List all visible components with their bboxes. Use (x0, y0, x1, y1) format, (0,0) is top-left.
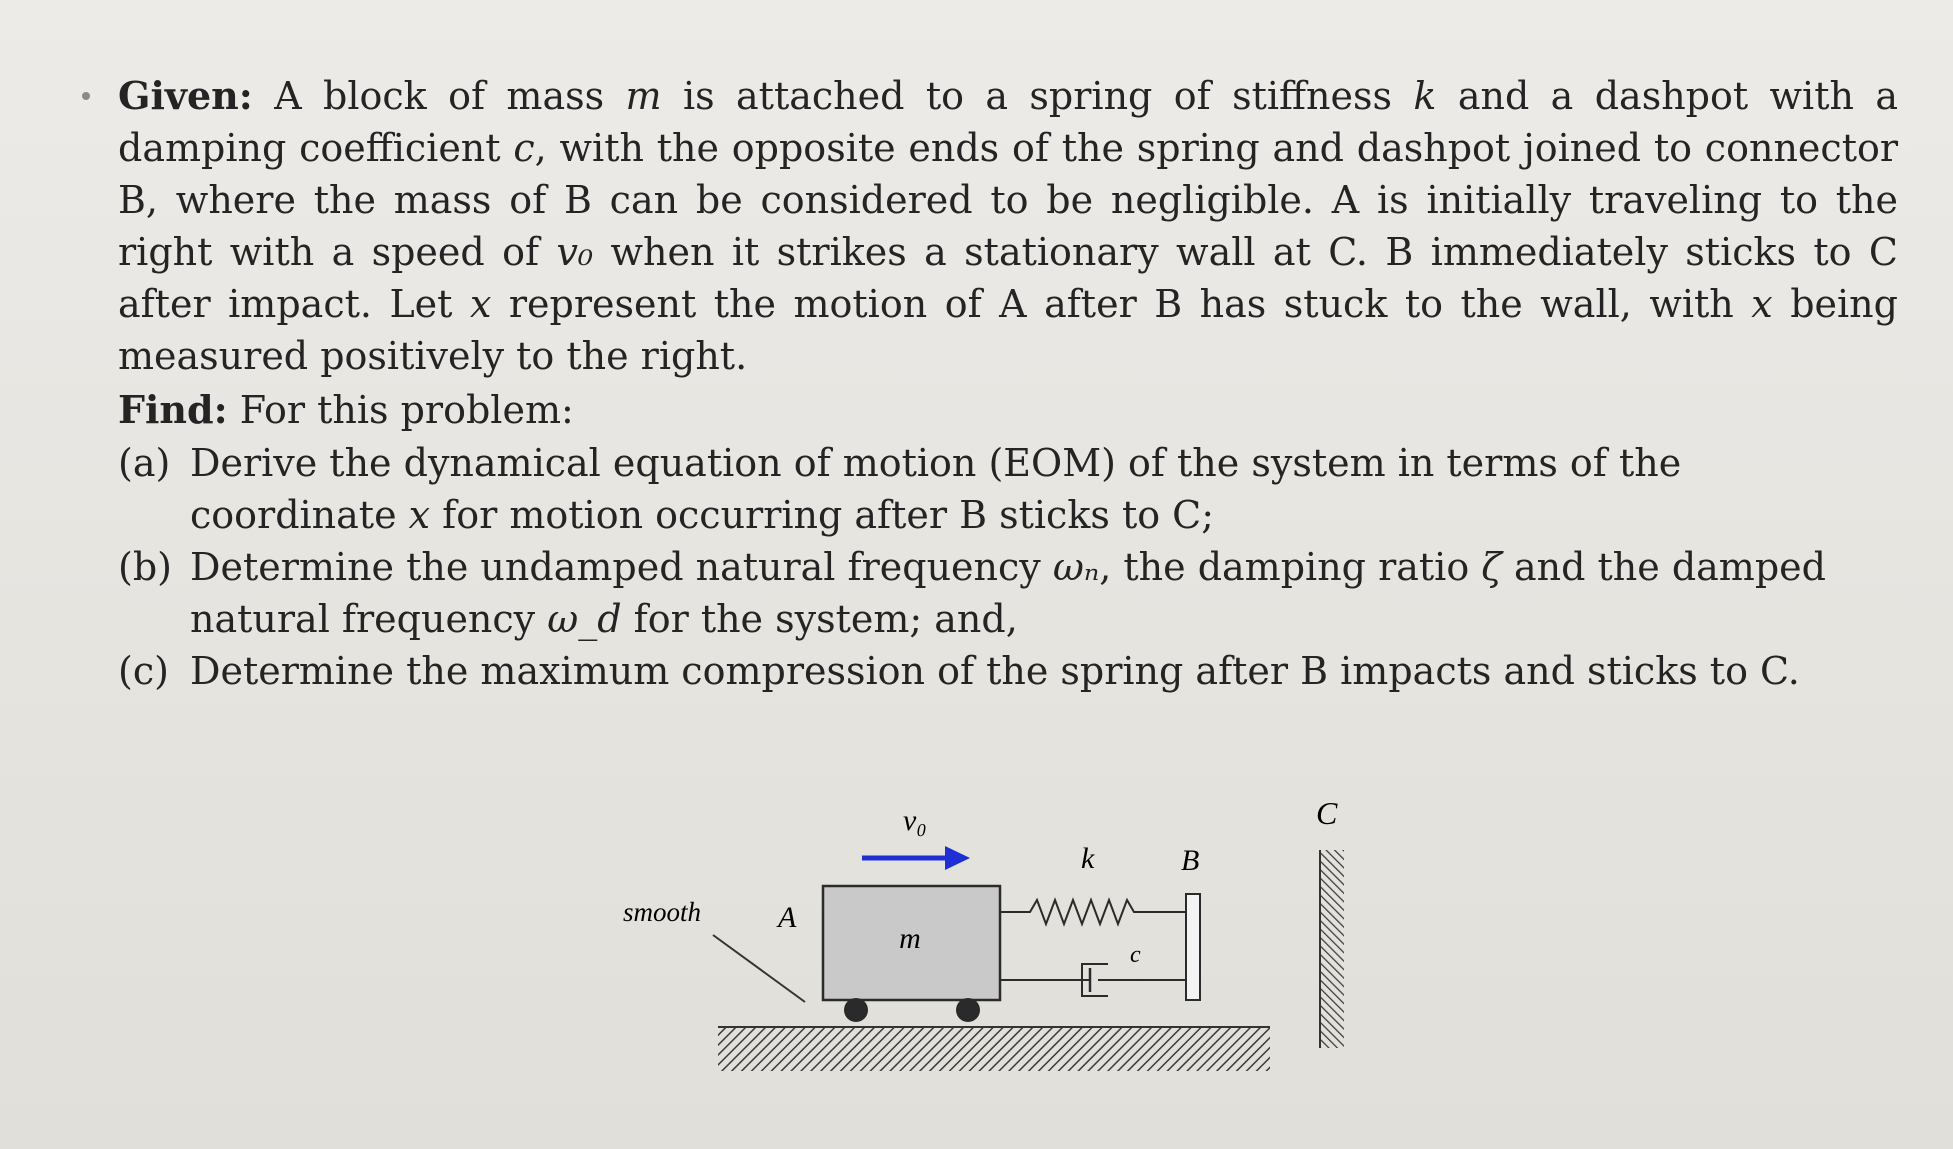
symbol-omega-d: ω_d (547, 597, 622, 641)
connector-label: B (1181, 844, 1200, 877)
mass-label: m (899, 922, 921, 955)
item-a-text-2: for motion occurring after B sticks to C; (430, 493, 1215, 537)
item-a-text-1: Derive the dynamical equation of motion (EOM) of the system in terms of the coordinate (190, 441, 1682, 537)
ground-hatch (718, 1027, 1270, 1071)
given-text-7: being measured positively to the right. (118, 282, 1898, 378)
item-b-text-4: for the system; and, (621, 597, 1018, 641)
given-text-2: is attached to a spring of stiffness (661, 74, 1414, 118)
given-label: Given: (118, 73, 253, 118)
velocity-arrow-head (945, 846, 970, 870)
given-text-5: when it strikes a stationary wall at C. B immediately sticks to C after impact. Let (118, 230, 1899, 326)
surface-label: smooth (623, 897, 702, 927)
given-text-6: represent the motion of A after B has stuck to the wall, with (491, 282, 1752, 326)
find-text: For this problem: (227, 388, 574, 432)
wheel-left (844, 998, 868, 1022)
symbol-x: x (469, 282, 492, 326)
symbol-c: c (513, 126, 535, 170)
item-tag: (c) (118, 649, 169, 693)
given-text-1: A block of mass (252, 74, 626, 118)
given-text-3: and a dashpot with a damping coefficient (118, 74, 1899, 170)
item-b-text-1: Determine the undamped natural frequency (190, 545, 1053, 589)
item-tag: (a) (118, 441, 171, 485)
wall-hatch (1320, 850, 1344, 1048)
symbol-zeta: ζ (1481, 545, 1502, 589)
symbol-x: x (1751, 282, 1773, 326)
spring-label: k (1081, 842, 1095, 875)
spring (1000, 900, 1162, 924)
item-b-text-3: and the damped natural frequency (190, 545, 1826, 641)
connector-b (1186, 894, 1200, 1000)
velocity-label: v₀ (903, 804, 927, 837)
symbol-k: k (1413, 74, 1437, 118)
wall-label: C (1316, 795, 1338, 831)
symbol-m: m (625, 74, 662, 118)
wheel-right (956, 998, 980, 1022)
symbol-v0: v₀ (556, 230, 594, 274)
item-b-text-2: , the damping ratio (1099, 545, 1482, 589)
smooth-pointer-line (713, 935, 805, 1002)
item-tag: (b) (118, 545, 172, 589)
block-label: A (778, 901, 797, 934)
item-c-text-1: Determine the maximum compression of the spring after B impacts and sticks to C. (190, 649, 1800, 693)
given-text-4: , with the opposite ends of the spring and dashpot joined to connector B, where the mass of B can be considered to be negligible. A is initially traveling to the right with a speed of (118, 126, 1899, 274)
damper-label: c (1130, 942, 1141, 968)
find-label: Find: (118, 387, 228, 432)
symbol-omega-n: ωₙ (1052, 545, 1100, 589)
symbol-x: x (408, 493, 431, 537)
